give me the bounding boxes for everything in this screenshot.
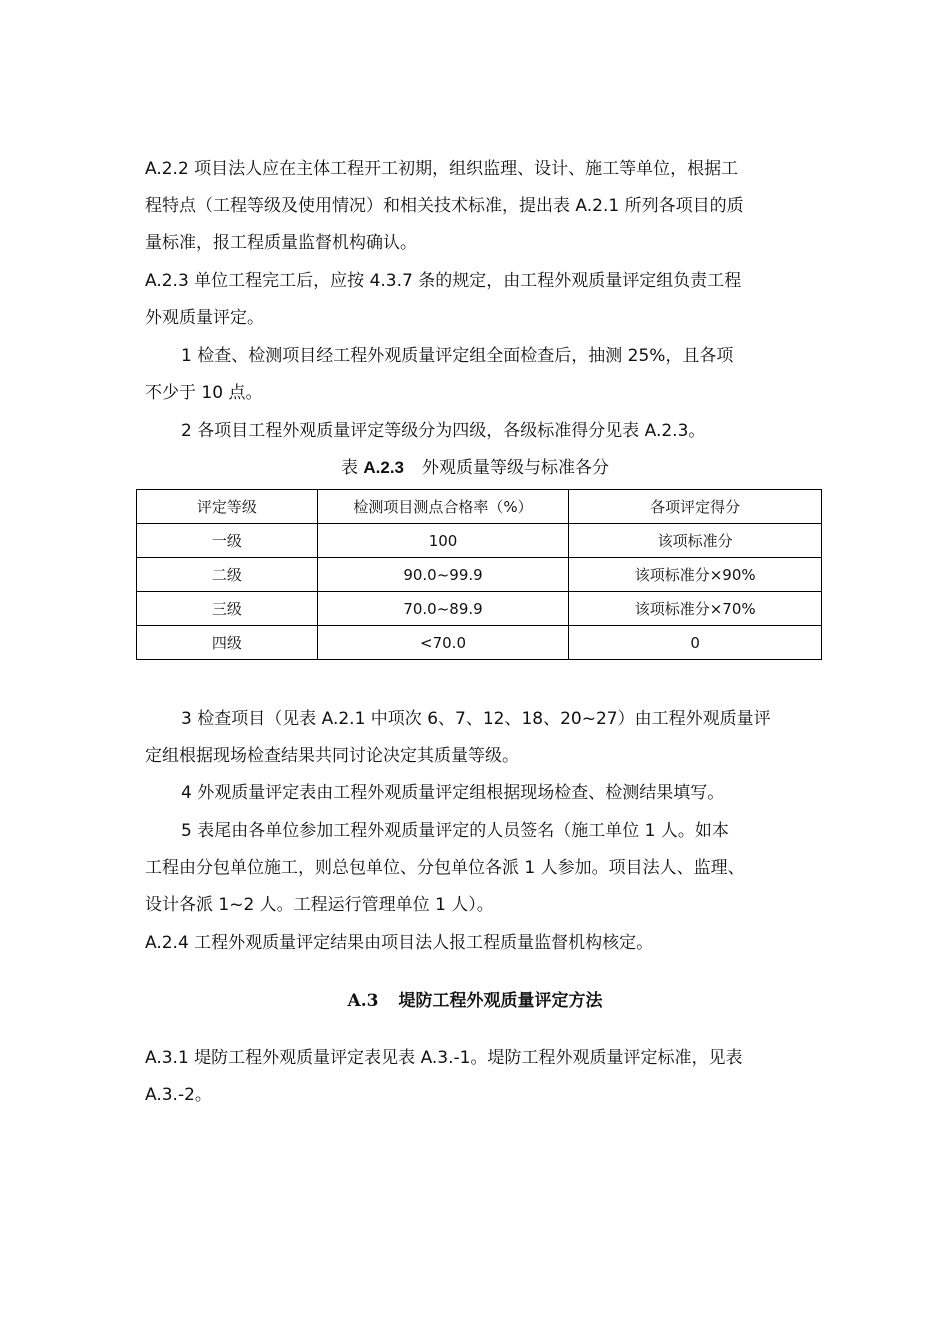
table-row (137, 626, 822, 660)
text-line: 工程由分包单位施工，则总包单位、分包单位各派 1 人参加。项目法人、监理、 (145, 858, 745, 878)
table-cell: 二级 (137, 558, 318, 592)
table-cell: 四级 (137, 626, 318, 660)
table-cell: 三级 (137, 592, 318, 626)
paragraph-a3-1 (145, 1040, 815, 1114)
header-cell: 各项评定得分 (569, 490, 822, 524)
text-line: 程特点（工程等级及使用情况）和相关技术标准，提出表 A.2.1 所列各项目的质 (145, 196, 744, 216)
paragraph-a2-3 (145, 263, 815, 337)
text-line: 4 外观质量评定表由工程外观质量评定组根据现场检查、检测结果填写。 (181, 783, 725, 803)
table-row (137, 592, 822, 626)
text-line: A.2.2 项目法人应在主体工程开工初期，组织监理、设计、施工等单位，根据工 (145, 159, 739, 179)
section-number: A.3 (347, 991, 379, 1011)
list-item-5 (145, 813, 815, 924)
paragraph-a2-2 (145, 151, 815, 262)
table-cell: 该项标准分×70% (569, 592, 822, 626)
list-item-3 (145, 701, 815, 775)
text-line: 5 表尾由各单位参加工程外观质量评定的人员签名（施工单位 1 人。如本 (181, 821, 729, 841)
section-title: 堤防工程外观质量评定方法 (398, 991, 603, 1011)
table-caption (0, 453, 950, 483)
grade-table (136, 489, 822, 660)
table-cell: 一级 (137, 524, 318, 558)
list-item-4 (145, 775, 815, 812)
table-row (137, 524, 822, 558)
table-cell: 该项标准分×90% (569, 558, 822, 592)
table-cell: 该项标准分 (569, 524, 822, 558)
text-line: 量标准，报工程质量监督机构确认。 (145, 233, 417, 253)
list-item-2 (145, 413, 815, 450)
section-heading (0, 986, 950, 1016)
list-item-1 (145, 338, 815, 412)
text-line: A.3.1 堤防工程外观质量评定表见表 A.3.-1。堤防工程外观质量评定标准，见表 (145, 1048, 743, 1068)
table-row (137, 558, 822, 592)
table-cell: 90.0~99.9 (317, 558, 569, 592)
text-line: A.2.3 单位工程完工后，应按 4.3.7 条的规定，由工程外观质量评定组负责工程 (145, 271, 742, 291)
text-line: 外观质量评定。 (145, 308, 264, 328)
caption-title: 外观质量等级与标准各分 (422, 458, 610, 478)
text-line: 2 各项目工程外观质量评定等级分为四级，各级标准得分见表 A.2.3。 (181, 421, 706, 441)
text-line: A.3.-2。 (145, 1085, 212, 1105)
table-cell: <70.0 (317, 626, 569, 660)
table-cell: 0 (569, 626, 822, 660)
table-cell: 70.0~89.9 (317, 592, 569, 626)
header-cell: 检测项目测点合格率（%） (317, 490, 569, 524)
caption-number: A.2.3 (363, 458, 405, 477)
text-line: 1 检查、检测项目经工程外观质量评定组全面检查后，抽测 25%，且各项 (181, 346, 734, 366)
text-line: A.2.4 工程外观质量评定结果由项目法人报工程质量监督机构核定。 (145, 933, 654, 953)
text-line: 设计各派 1~2 人。工程运行管理单位 1 人）。 (145, 895, 494, 915)
table-cell: 100 (317, 524, 569, 558)
text-line: 不少于 10 点。 (145, 383, 263, 403)
header-cell: 评定等级 (137, 490, 318, 524)
caption-prefix: 表 (340, 458, 364, 478)
text-line: 定组根据现场检查结果共同讨论决定其质量等级。 (145, 746, 519, 766)
paragraph-a2-4 (145, 925, 815, 962)
text-line: 3 检查项目（见表 A.2.1 中项次 6、7、12、18、20~27）由工程外观质量评 (181, 709, 771, 729)
table-header-row (137, 490, 822, 524)
